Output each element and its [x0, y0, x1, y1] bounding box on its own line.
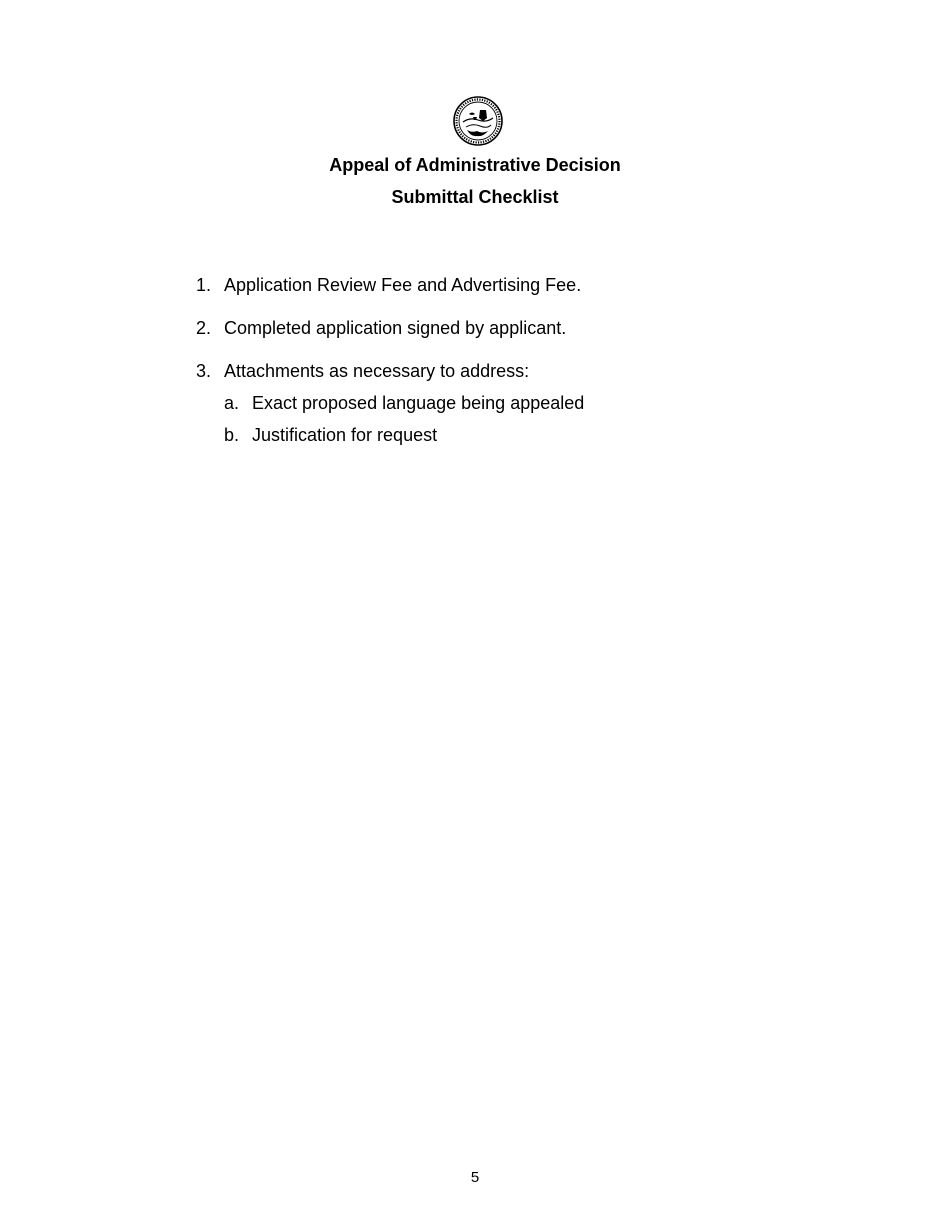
document-subtitle: Submittal Checklist [391, 187, 559, 207]
item-number: 3. [196, 361, 212, 381]
subitem-letter: a. [224, 393, 240, 413]
subitem-letter: b. [224, 425, 240, 445]
item-number: 1. [196, 275, 212, 295]
subitem-text: Justification for request [252, 425, 438, 445]
item-text: Completed application signed by applicant. [224, 318, 567, 338]
subitem-text: Exact proposed language being appealed [252, 393, 585, 413]
item-text: Attachments as necessary to address: [224, 361, 530, 381]
document-title: Appeal of Administrative Decision [329, 155, 621, 175]
item-text: Application Review Fee and Advertising Fee. [224, 275, 582, 295]
page-number: 5 [470, 1169, 480, 1186]
city-seal-icon [453, 96, 503, 146]
item-number: 2. [196, 318, 212, 338]
